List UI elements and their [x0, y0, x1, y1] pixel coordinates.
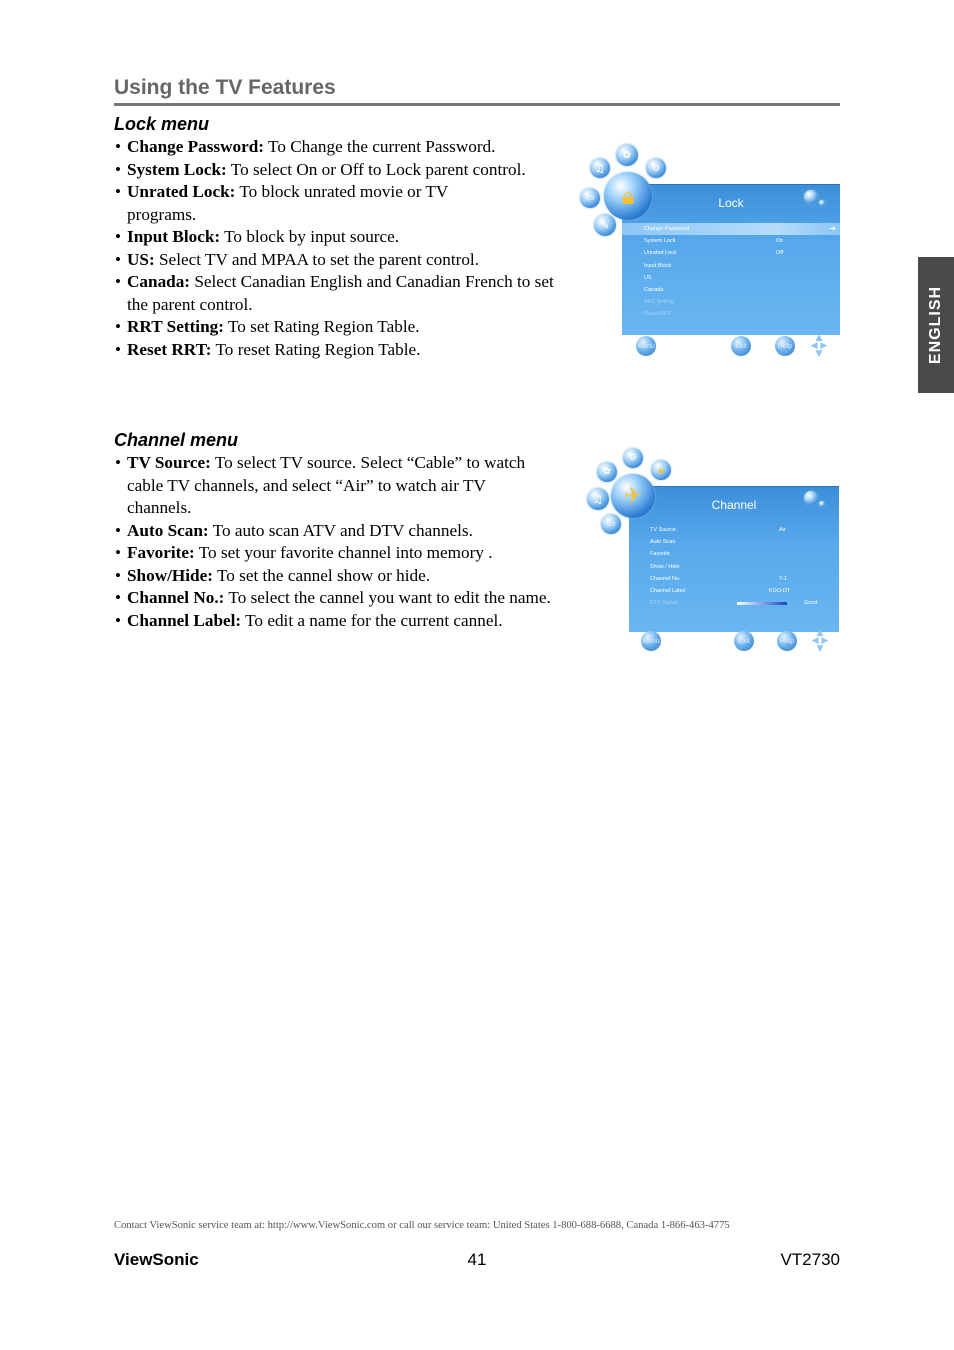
- list-item: • Reset RRT: To reset Rating Region Table.: [114, 339, 569, 362]
- osd-row: Channel Label KGO-DT: [650, 587, 791, 594]
- osd-row: Unrated Lock Off: [644, 250, 784, 257]
- list-item: • Channel No.: To select the cannel you want to edit the name.: [114, 587, 572, 610]
- list-item: • US: Select TV and MPAA to set the parent control.: [114, 249, 569, 272]
- list-item: • Change Password: To Change the current Password.: [114, 136, 569, 159]
- osd-row: Change Password ➔: [622, 223, 840, 235]
- list-item: • TV Source: To select TV source. Select “Cable” to watch cable TV channels, and select “Air” to watch air TV channels.: [114, 452, 552, 520]
- music-note-icon: ♫: [590, 158, 610, 178]
- small-bubble-icon: [819, 501, 825, 507]
- tools-icon: ✎: [594, 214, 616, 236]
- osd-row: Show / Hide: [650, 563, 680, 570]
- footer-model: VT2730: [780, 1250, 840, 1269]
- list-item: • Canada: Select Canadian English and Canadian French to set the parent control.: [114, 271, 569, 316]
- music-note-icon: ♫: [587, 488, 609, 510]
- help-bubble-icon: [804, 190, 818, 204]
- help-bubble-icon: [804, 491, 818, 505]
- osd-row: Canada: [644, 286, 664, 293]
- picture-icon: ✿: [597, 462, 617, 482]
- language-tab: [918, 257, 954, 393]
- osd-rows: [629, 524, 839, 609]
- settings-icon: ⚙: [623, 448, 643, 468]
- osd-title: Channel: [711, 498, 757, 512]
- arrow-right-icon: ➔: [829, 224, 836, 233]
- channel-osd-screenshot: [585, 446, 841, 656]
- signal-bar: [737, 602, 787, 605]
- list-item: • Favorite: To set your favorite channel into memory .: [114, 542, 569, 565]
- list-item: • Auto Scan: To auto scan ATV and DTV channels.: [114, 520, 569, 543]
- osd-row: RRT Setting: [644, 299, 674, 306]
- osd-panel: [629, 486, 839, 632]
- satellite-icon: ✈: [611, 474, 655, 518]
- osd-row: TV Source Air: [650, 527, 786, 533]
- lock-icon: 🔒︎: [651, 460, 671, 480]
- section-title: Using the TV Features: [114, 76, 336, 99]
- list-item: • System Lock: To select On or Off to Lock parent control.: [114, 159, 527, 182]
- help-button: Help: [777, 631, 797, 651]
- list-item: • Show/Hide: To set the cannel show or hide.: [114, 565, 569, 588]
- page-number: 41: [467, 1250, 487, 1269]
- exit-button: Exit: [734, 631, 754, 651]
- osd-row: Channel No. 7-1: [650, 575, 787, 582]
- exit-button: Exit: [731, 336, 751, 356]
- dpad-icon: ▲ ◀ ▶ ▼: [811, 628, 829, 654]
- osd-row: US: [644, 274, 652, 281]
- menu-button: Menu: [636, 336, 656, 356]
- small-bubble-icon: [819, 200, 825, 206]
- osd-row: Favorite: [650, 551, 670, 558]
- lock-menu-heading: Lock menu: [114, 114, 210, 134]
- osd-row: Reset RRT: [644, 311, 672, 318]
- lock-icon: 🔒︎: [604, 172, 652, 220]
- settings-icon: ⚙: [646, 158, 666, 178]
- language-tab-label: ENGLISH: [927, 285, 944, 365]
- screen-icon: ▭: [580, 188, 600, 208]
- menu-button: Menu: [641, 631, 661, 651]
- osd-panel: [622, 184, 840, 335]
- list-item: • Unrated Lock: To block unrated movie or TV programs.: [114, 181, 512, 226]
- list-item: • Input Block: To block by input source.: [114, 226, 569, 249]
- footer-brand: ViewSonic: [114, 1250, 199, 1269]
- title-rule: [114, 103, 840, 106]
- osd-row: Auto Scan: [650, 539, 676, 546]
- screen-icon: ▭: [601, 514, 621, 534]
- lock-osd-screenshot: [578, 140, 842, 362]
- footer-contact: Contact ViewSonic service team at: http://www.ViewSonic.com or call our service team: United States 1-800-688-6688, Canada 1-866-463-4775: [114, 1220, 730, 1231]
- osd-row: DTV Signal Good: [650, 600, 818, 607]
- channel-menu-heading: Channel menu: [114, 430, 239, 450]
- osd-rows: [622, 223, 840, 321]
- lock-menu-list: [114, 136, 569, 361]
- osd-row: Input Block: [644, 262, 672, 269]
- list-item: • RRT Setting: To set Rating Region Table.: [114, 316, 569, 339]
- osd-row: System Lock On: [644, 238, 784, 245]
- dpad-icon: ▲ ◀ ▶ ▼: [810, 333, 828, 359]
- list-item: • Channel Label: To edit a name for the current cannel.: [114, 610, 569, 633]
- picture-icon: ✿: [616, 144, 638, 166]
- channel-menu-list: [114, 452, 569, 632]
- osd-title: Lock: [718, 196, 744, 210]
- help-button: Help: [775, 336, 795, 356]
